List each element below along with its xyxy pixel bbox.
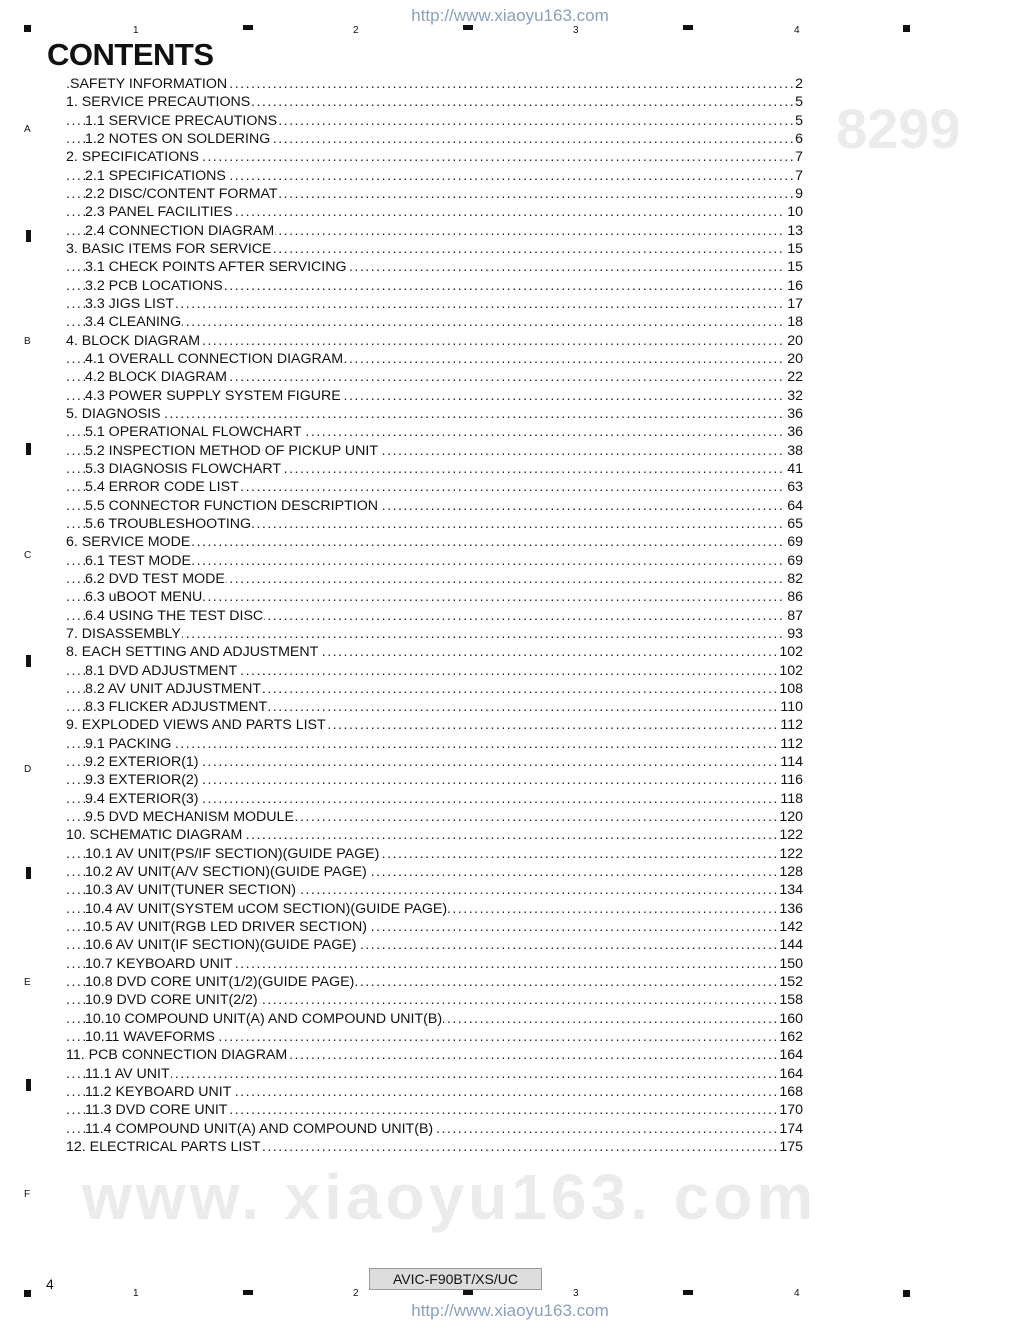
toc-entry-label: 8.3 FLICKER ADJUSTMENT <box>85 699 268 716</box>
toc-entry <box>66 185 803 203</box>
column-number-2-top: 2 <box>353 25 359 36</box>
toc-entry-label: 5. DIAGNOSIS <box>66 405 161 422</box>
page-title: CONTENTS <box>47 37 214 72</box>
toc-entry-page: 102 <box>779 644 803 661</box>
toc-entry-label: 4.1 OVERALL CONNECTION DIAGRAM <box>85 350 344 367</box>
toc-entry-label: 10.7 KEYBOARD UNIT <box>85 955 233 972</box>
toc-entry-label: 6. SERVICE MODE <box>66 534 191 551</box>
toc-entry-page: 32 <box>787 387 803 404</box>
row-letter-f: F <box>24 1189 31 1200</box>
toc-entry-label: 2.1 SPECIFICATIONS <box>85 167 226 184</box>
toc-entry-label: 6.2 DVD TEST MODE <box>85 570 225 587</box>
toc-entry <box>66 442 803 460</box>
toc-entry <box>66 753 803 771</box>
toc-entry-label: 7. DISASSEMBLY <box>66 625 181 642</box>
toc-entry-page: 164 <box>779 1047 803 1064</box>
toc-entry-label: 11.4 COMPOUND UNIT(A) AND COMPOUND UNIT(B) <box>85 1120 434 1137</box>
toc-entry-page: 122 <box>779 827 803 844</box>
toc-entry-page: 122 <box>779 845 803 862</box>
toc-entry <box>66 1028 803 1046</box>
toc-entry-page: 5 <box>795 112 803 129</box>
toc-entry <box>66 826 803 844</box>
column-number-4-bottom: 4 <box>794 1288 800 1299</box>
toc-entry-label: 11.2 KEYBOARD UNIT <box>85 1084 232 1101</box>
toc-entry <box>66 1065 803 1083</box>
toc-entry-page: 108 <box>779 680 803 697</box>
toc-entry-label: 3.1 CHECK POINTS AFTER SERVICING <box>85 259 347 276</box>
toc-entry-label: 5.2 INSPECTION METHOD OF PICKUP UNIT <box>85 442 378 459</box>
toc-entry-page: 69 <box>787 534 803 551</box>
toc-entry-page: 144 <box>779 937 803 954</box>
toc-entry-page: 162 <box>779 1029 803 1046</box>
toc-entry-label: 10.9 DVD CORE UNIT(2/2) <box>85 992 258 1009</box>
toc-entry-page: 158 <box>779 992 803 1009</box>
toc-entry-label: 10.1 AV UNIT(PS/IF SECTION)(GUIDE PAGE) <box>85 845 380 862</box>
toc-entry <box>66 515 803 533</box>
row-letter-a: A <box>24 124 31 135</box>
toc-entry <box>66 863 803 881</box>
toc-entry-label: 10.5 AV UNIT(RGB LED DRIVER SECTION) <box>85 919 367 936</box>
toc-entry-label: 12. ELECTRICAL PARTS LIST <box>66 1139 261 1156</box>
toc-entry <box>66 1120 803 1138</box>
toc-entry-label: 3.3 JIGS LIST <box>85 295 175 312</box>
registration-mark <box>903 25 910 32</box>
toc-entry-page: 170 <box>779 1102 803 1119</box>
toc-entry-page: 17 <box>787 295 803 312</box>
toc-entry <box>66 258 803 276</box>
toc-entry <box>66 552 803 570</box>
toc-entry <box>66 277 803 295</box>
toc-entry-page: 86 <box>787 589 803 606</box>
toc-entry <box>66 203 803 221</box>
toc-entry-label: 5.4 ERROR CODE LIST <box>85 479 239 496</box>
toc-entry-page: 82 <box>787 570 803 587</box>
toc-entry <box>66 662 803 680</box>
toc-entry <box>66 240 803 258</box>
toc-entry <box>66 130 803 148</box>
toc-entry-label: 10.8 DVD CORE UNIT(1/2)(GUIDE PAGE) <box>85 974 355 991</box>
toc-entry-page: 152 <box>779 974 803 991</box>
toc-entry-page: 118 <box>780 790 803 807</box>
toc-entry-page: 7 <box>795 149 803 166</box>
toc-entry <box>66 607 803 625</box>
toc-entry-label: 10. SCHEMATIC DIAGRAM <box>66 827 243 844</box>
toc-entry-label: 9. EXPLODED VIEWS AND PARTS LIST <box>66 717 326 734</box>
toc-entry-page: 102 <box>779 662 803 679</box>
toc-entry <box>66 1101 803 1119</box>
row-letter-e: E <box>24 977 31 988</box>
toc-entry <box>66 332 803 350</box>
column-number-1-bottom: 1 <box>133 1288 139 1299</box>
toc-entry-page: 114 <box>780 754 803 771</box>
toc-entry-label: 10.11 WAVEFORMS <box>85 1029 215 1046</box>
toc-entry-label: 1.2 NOTES ON SOLDERING <box>85 130 271 147</box>
toc-entry-page: 36 <box>787 405 803 422</box>
toc-entry-label: 9.2 EXTERIOR(1) <box>85 754 199 771</box>
toc-entry-label: 6.1 TEST MODE <box>85 552 191 569</box>
toc-entry-page: 175 <box>779 1139 803 1156</box>
toc-entry-page: 120 <box>779 809 803 826</box>
toc-entry-page: 142 <box>779 919 803 936</box>
toc-entry-page: 69 <box>787 552 803 569</box>
source-url-top: http://www.xiaoyu163.com <box>411 6 609 25</box>
toc-entry-page: 22 <box>787 369 803 386</box>
toc-entry-label: 4.3 POWER SUPPLY SYSTEM FIGURE <box>85 387 341 404</box>
toc-entry-label: 3. BASIC ITEMS FOR SERVICE <box>66 240 272 257</box>
registration-mark <box>463 1290 473 1295</box>
toc-entry <box>66 1138 803 1156</box>
toc-entry-page: 18 <box>787 314 803 331</box>
registration-mark <box>903 1290 910 1297</box>
toc-entry <box>66 1010 803 1028</box>
toc-entry-label: 5.6 TROUBLESHOOTING <box>85 515 252 532</box>
toc-entry <box>66 570 803 588</box>
toc-entry <box>66 918 803 936</box>
toc-entry <box>66 423 803 441</box>
toc-entry <box>66 808 803 826</box>
toc-entry-label: 9.3 EXTERIOR(2) <box>85 772 199 789</box>
column-number-1-top: 1 <box>133 25 139 36</box>
toc-entry-page: 36 <box>787 424 803 441</box>
toc-entry <box>66 222 803 240</box>
toc-entry-page: 15 <box>787 259 803 276</box>
toc-entry <box>66 845 803 863</box>
toc-entry-page: 10 <box>787 204 803 221</box>
toc-entry-label: 11. PCB CONNECTION DIAGRAM <box>66 1047 288 1064</box>
toc-entry-page: 38 <box>787 442 803 459</box>
toc-entry-label: 10.2 AV UNIT(A/V SECTION)(GUIDE PAGE) <box>85 864 367 881</box>
registration-mark <box>24 1290 31 1297</box>
table-of-contents <box>66 75 803 1156</box>
registration-mark <box>243 1290 253 1295</box>
toc-entry-label: 4.2 BLOCK DIAGRAM <box>85 369 227 386</box>
toc-entry-label: 5.5 CONNECTOR FUNCTION DESCRIPTION <box>85 497 378 514</box>
toc-entry-page: 20 <box>787 350 803 367</box>
toc-entry-page: 174 <box>779 1120 803 1137</box>
toc-entry-page: 13 <box>787 222 803 239</box>
toc-entry <box>66 387 803 405</box>
watermark-domain: www. xiaoyu163. com <box>82 1161 818 1233</box>
toc-entry <box>66 478 803 496</box>
toc-entry <box>66 735 803 753</box>
toc-entry-page: 15 <box>787 240 803 257</box>
toc-entry-page: 87 <box>787 607 803 624</box>
toc-entry-page: 160 <box>779 1010 803 1027</box>
row-divider-mark <box>26 655 31 667</box>
toc-entry-label: SAFETY INFORMATION <box>70 76 228 92</box>
toc-entry-page: 168 <box>779 1084 803 1101</box>
source-url-bottom: http://www.xiaoyu163.com <box>411 1301 609 1320</box>
row-letter-d: D <box>24 764 32 775</box>
toc-entry-page: 65 <box>787 515 803 532</box>
toc-entry-label: 10.4 AV UNIT(SYSTEM uCOM SECTION)(GUIDE PAGE) <box>85 900 448 917</box>
column-number-3-top: 3 <box>573 25 579 36</box>
toc-entry-page: 16 <box>787 277 803 294</box>
toc-entry <box>66 350 803 368</box>
registration-mark <box>683 25 693 30</box>
column-number-3-bottom: 3 <box>573 1288 579 1299</box>
row-divider-mark <box>26 230 31 242</box>
toc-entry-label: 6.3 uBOOT MENU <box>85 589 203 606</box>
toc-entry-label: 2.3 PANEL FACILITIES <box>85 204 233 221</box>
toc-entry <box>66 698 803 716</box>
toc-entry <box>66 1046 803 1064</box>
toc-entry <box>66 460 803 478</box>
toc-entry-page: 112 <box>780 735 803 752</box>
toc-entry-page: 128 <box>779 864 803 881</box>
toc-entry <box>66 405 803 423</box>
toc-entry-label: 8.1 DVD ADJUSTMENT <box>85 662 238 679</box>
registration-mark <box>24 25 31 32</box>
toc-entry <box>66 588 803 606</box>
toc-entry <box>66 167 803 185</box>
toc-entry <box>66 936 803 954</box>
toc-entry-label: 8. EACH SETTING AND ADJUSTMENT <box>66 644 319 661</box>
toc-entry <box>66 881 803 899</box>
toc-entry <box>66 973 803 991</box>
row-divider-mark <box>26 867 31 879</box>
toc-entry-label: 3.2 PCB LOCATIONS <box>85 277 223 294</box>
registration-mark <box>463 25 473 30</box>
toc-entry-label: 2. SPECIFICATIONS <box>66 149 199 166</box>
page-number: 4 <box>46 1276 54 1292</box>
toc-entry-page: 2 <box>795 76 803 92</box>
toc-entry <box>66 497 803 515</box>
toc-entry-page: 116 <box>780 772 803 789</box>
toc-entry-page: 7 <box>795 167 803 184</box>
toc-entry-label: 6.4 USING THE TEST DISC <box>85 607 264 624</box>
model-label: AVIC-F90BT/XS/UC <box>369 1268 542 1290</box>
toc-entry-page: 6 <box>795 130 803 147</box>
toc-entry <box>66 955 803 973</box>
toc-entry <box>66 313 803 331</box>
toc-entry-page: 5 <box>795 94 803 111</box>
row-divider-mark <box>26 1079 31 1091</box>
toc-entry-label: 9.4 EXTERIOR(3) <box>85 790 199 807</box>
row-letter-b: B <box>24 336 31 347</box>
toc-entry-page: 112 <box>780 717 803 734</box>
toc-entry <box>66 93 803 111</box>
toc-entry-label: 5.1 OPERATIONAL FLOWCHART <box>85 424 302 441</box>
row-letter-c: C <box>24 550 32 561</box>
toc-entry-label: 5.3 DIAGNOSIS FLOWCHART <box>85 460 282 477</box>
toc-entry-label: 9.5 DVD MECHANISM MODULE <box>85 809 294 826</box>
toc-entry-label: 2.2 DISC/CONTENT FORMAT <box>85 185 278 202</box>
toc-entry <box>66 148 803 166</box>
toc-entry-label: 11.3 DVD CORE UNIT <box>85 1102 228 1119</box>
registration-mark <box>243 25 253 30</box>
column-number-4-top: 4 <box>794 25 800 36</box>
toc-entry-label: 1.1 SERVICE PRECAUTIONS <box>85 112 278 129</box>
toc-entry-label: 3.4 CLEANING <box>85 314 182 331</box>
watermark-phone: 8299 <box>836 97 961 160</box>
toc-entry <box>66 368 803 386</box>
toc-entry <box>66 625 803 643</box>
toc-entry-page: 150 <box>779 955 803 972</box>
toc-entry-page: 9 <box>795 185 803 202</box>
toc-entry <box>66 790 803 808</box>
toc-entry-page: 20 <box>787 332 803 349</box>
toc-entry-label: 9.1 PACKING <box>85 735 172 752</box>
toc-entry-page: 136 <box>779 900 803 917</box>
toc-entry-label: 2.4 CONNECTION DIAGRAM <box>85 222 275 239</box>
toc-entry-page: 134 <box>779 882 803 899</box>
toc-entry-page: 41 <box>787 460 803 477</box>
toc-entry-page: 63 <box>787 479 803 496</box>
registration-mark <box>683 1290 693 1295</box>
toc-entry-page: 93 <box>787 625 803 642</box>
toc-entry-label: 1. SERVICE PRECAUTIONS <box>66 94 251 111</box>
toc-entry-label: 4. BLOCK DIAGRAM <box>66 332 201 349</box>
toc-entry <box>66 75 803 93</box>
toc-entry <box>66 716 803 734</box>
toc-entry <box>66 680 803 698</box>
toc-entry <box>66 991 803 1009</box>
toc-entry <box>66 771 803 789</box>
toc-entry <box>66 112 803 130</box>
toc-entry <box>66 900 803 918</box>
toc-entry <box>66 533 803 551</box>
toc-entry-label: 8.2 AV UNIT ADJUSTMENT <box>85 680 262 697</box>
row-divider-mark <box>26 443 31 455</box>
toc-entry-label: 10.10 COMPOUND UNIT(A) AND COMPOUND UNIT(B) <box>85 1010 443 1027</box>
column-number-2-bottom: 2 <box>353 1288 359 1299</box>
toc-entry-label: 10.6 AV UNIT(IF SECTION)(GUIDE PAGE) <box>85 937 357 954</box>
toc-entry-page: 64 <box>787 497 803 514</box>
toc-entry <box>66 295 803 313</box>
toc-entry-page: 164 <box>779 1065 803 1082</box>
toc-entry <box>66 1083 803 1101</box>
toc-entry-label: 11.1 AV UNIT <box>85 1065 170 1082</box>
toc-entry-label: 10.3 AV UNIT(TUNER SECTION) <box>85 882 297 899</box>
toc-entry <box>66 643 803 661</box>
toc-entry-page: 110 <box>780 699 803 716</box>
